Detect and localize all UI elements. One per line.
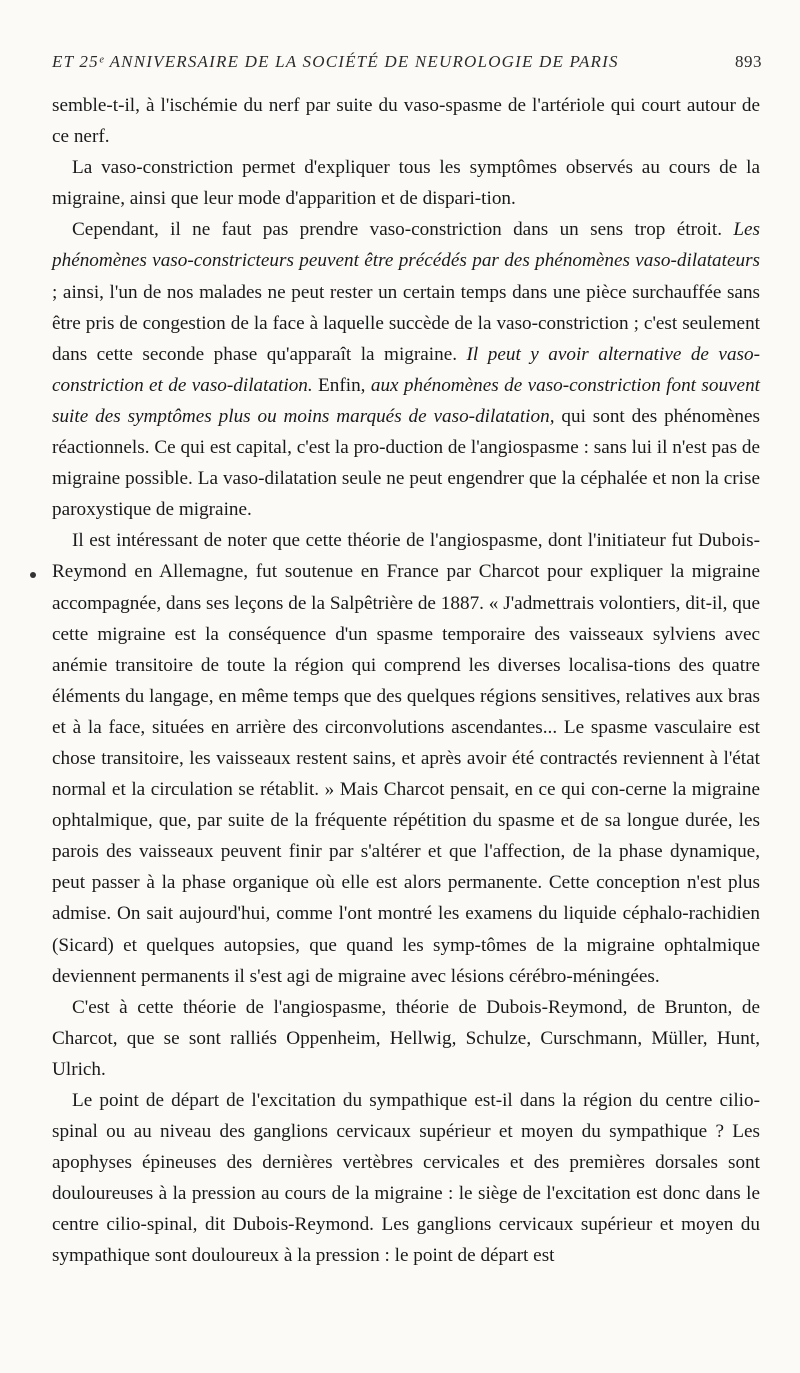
page-number: 893 (735, 52, 762, 71)
paragraph (52, 152, 760, 214)
running-header (52, 52, 762, 76)
text-segment: Cependant, il ne faut pas prendre vaso-constriction dans un sens trop étroit. (72, 219, 734, 241)
italic-text-segment: Les phénomènes vaso-constricteurs peuvent être précédés par des phénomènes vaso-dilatateurs (52, 219, 760, 272)
paragraph (52, 90, 760, 152)
margin-mark (30, 572, 36, 578)
italic-text-segment: aux phénomènes de vaso-constriction font souvent suite des symptômes plus ou moins marqués de vaso-dilatation, (52, 374, 760, 427)
text-segment: Il est intéressant de noter que cette théorie de l'angiospasme, dont l'initiateur fut Dubois-Reymond en Allemagne, fut soutenue en France par Charcot pour expliquer la migraine accompagnée, dans ses leçons de la Salpêtrière de 1887. « J'admettrais volontiers, dit-il, que cette migraine est la conséquence d'un spasme temporaire des vaisseaux sylviens avec anémie transitoire de toute la région qui comprend les diverses localisa-tions des quatre éléments du langage, en même temps que des quelques régions sensitives, relatives aux bras et à la face, situées en arrière des circonvolutions ascendantes... Le spasme vasculaire est chose transitoire, les vaisseaux restent sains, et après avoir été contractés reviennent à l'état normal et la circulation se rétablit. » Mais Charcot pensait, en ce qui con-cerne la migraine ophtalmique, que, par suite de la fréquente répétition du spasme et de sa longue durée, les parois des vaisseaux peuvent finir par s'altérer et que l'affection, de la phase dynamique, peut passer à la phase organique où elle est alors permanente. Cette conception n'est plus admise. On sait aujourd'hui, comme l'ont montré les examens du liquide céphalo-rachidien (Sicard) et quelques autopsies, que quand les symp-tômes de la migraine ophtalmique deviennent permanents il s'est agi de migraine avec lésions cérébro-méningées. (52, 530, 760, 987)
text-segment: Le point de départ de l'excitation du sympathique est-il dans la région du centre cilio-spinal ou au niveau des ganglions cervicaux supérieur et moyen du sympathique ? Les apophyses épineuses des dernières vertèbres cervicales et des premières dorsales sont douloureuses à la pression au cours de la migraine : le siège de l'excitation est donc dans le centre cilio-spinal, dit Dubois-Reymond. Les ganglions cervicaux supérieur et moyen du sympathique sont douloureux à la pression : le point de départ est (52, 1090, 760, 1267)
text-segment: qui sont des phénomènes réactionnels. Ce qui est capital, c'est la pro-duction de l'angiospasme : sans lui il n'est pas de migraine possible. La vaso-dilatation seule ne peut engendrer que la céphalée et non la crise paroxystique de migraine. (52, 405, 760, 521)
running-title: ET 25ᵉ ANNIVERSAIRE DE LA SOCIÉTÉ DE NEUROLOGIE DE PARIS (52, 52, 619, 71)
text-segment: semble-t-il, à l'ischémie du nerf par suite du vaso-spasme de l'artériole qui court autour de ce nerf. (52, 95, 760, 148)
text-segment: Enfin, (312, 374, 371, 396)
paragraph (52, 992, 760, 1085)
text-segment: C'est à cette théorie de l'angiospasme, théorie de Dubois-Reymond, de Brunton, de Charcot, que se sont ralliés Oppenheim, Hellwig, Schulze, Curschmann, Müller, Hunt, Ulrich. (52, 996, 760, 1080)
text-segment: La vaso-constriction permet d'expliquer tous les symptômes observés au cours de la migraine, ainsi que leur mode d'apparition et de dispari-tion. (52, 157, 760, 210)
text-segment: ; ainsi, l'un de nos malades ne peut rester un certain temps dans une pièce surchauffée sans être pris de congestion de la face à laquelle succède de la vaso-constriction ; c'est seulement dans cette seconde phase qu'apparaît la migraine. (52, 281, 760, 365)
italic-text-segment: Il peut y avoir alternative de vaso-constriction et de vaso-dilatation. (52, 343, 760, 396)
paragraph (52, 214, 760, 525)
paragraph (52, 525, 760, 991)
body-text (52, 90, 760, 1272)
paragraph (52, 1085, 760, 1272)
